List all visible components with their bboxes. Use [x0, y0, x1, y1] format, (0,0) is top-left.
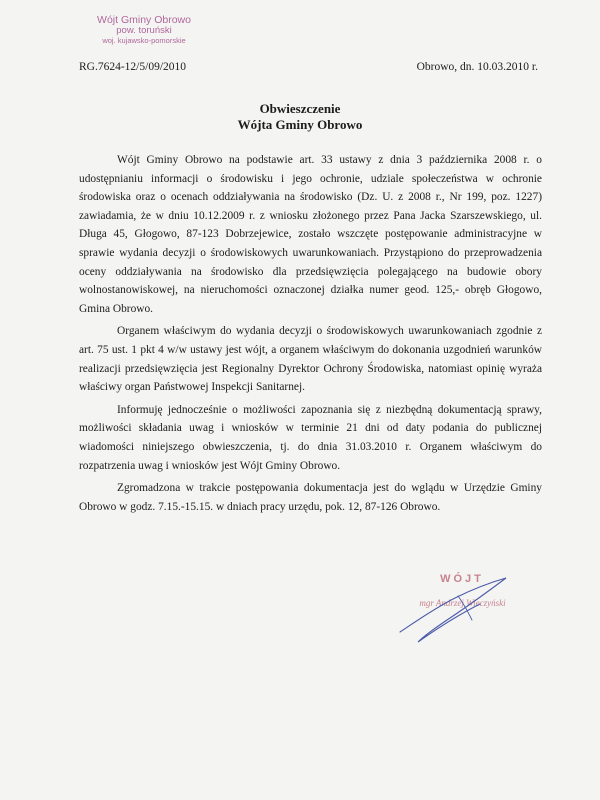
handwritten-signature: [340, 560, 540, 660]
place-and-date: Obrowo, dn. 10.03.2010 r.: [416, 61, 538, 73]
reference-number: RG.7624-12/5/09/2010: [79, 61, 187, 73]
stamp-line-office: Wójt Gminy Obrowo: [97, 14, 191, 26]
document-subtitle: Wójta Gminy Obrowo: [237, 117, 363, 132]
stamp-line-voivodeship: woj. kujawsko-pomorskie: [102, 35, 186, 45]
signature-name-stamp: mgr Andrzej Wieczyński: [419, 598, 506, 608]
paragraph-4: Zgromadzona w trakcie postępowania dokumentacja jest do wglądu w Urzędzie Gminy Obrowo w godz. 7.15.-15.15. w dniach pracy urzędu, pok. 12, 87-126 Obrowo.: [79, 482, 542, 513]
stamp-line-county: pow. toruński: [116, 25, 172, 37]
document-body: [79, 151, 542, 520]
office-stamp: [86, 14, 202, 46]
document-title: Obwieszczenie: [259, 101, 341, 116]
paragraph-2: Organem właściwym do wydania decyzji o środowiskowych uwarunkowaniach zgodnie z art. 75 ust. 1 pkt 4 w/w ustawy jest wójt, a organem właściwym do dokonania uzgodnień warunków realizacji przedsięwzięcia jest Regionalny Dyrektor Ochrony Środowiska, natomiast opinię wyraża właściwy organ Państwowej Inspekcji Sanitarnej.: [79, 325, 542, 394]
signature-role-stamp: WÓJT: [440, 573, 484, 585]
paragraph-1: Wójt Gminy Obrowo na podstawie art. 33 ustawy z dnia 3 października 2008 r. o udostępnianiu informacji o środowisku i jego ochronie, udziale społeczeństwa w ochronie środowiska oraz o ocenach oddziaływania na środowisko (Dz. U. z 2008 r., Nr 199, poz. 1227) zawiadamia, że w dniu 10.12.2009 r. z wniosku złożonego przez Pana Jacka Szarszewskiego, ul. Długa 45, Głogowo, 87-123 Dobrzejewice, zostało wszczęte postępowanie administracyjne w sprawie wydania decyzji o środowiskowych uwarunkowaniach. Przystąpiono do przeprowadzenia oceny oddziaływania na środowisko dla przedsięwzięcia polegającego na budowie obory wolnostanowiskowej, na nieruchomości oznaczonej działka numer geod. 125,- obręb Głogowo, Gmina Obrowo.: [79, 154, 542, 315]
paragraph-3: Informuję jednocześnie o możliwości zapoznania się z niezbędną dokumentacją sprawy, możliwości składania uwag i wniosków w terminie 21 dni od daty podania do publicznej wiadomości niniejszego obwieszczenia, tj. do dnia 31.03.2010 r. Organem właściwym do rozpatrzenia uwag i wniosków jest Wójt Gminy Obrowo.: [79, 403, 542, 472]
